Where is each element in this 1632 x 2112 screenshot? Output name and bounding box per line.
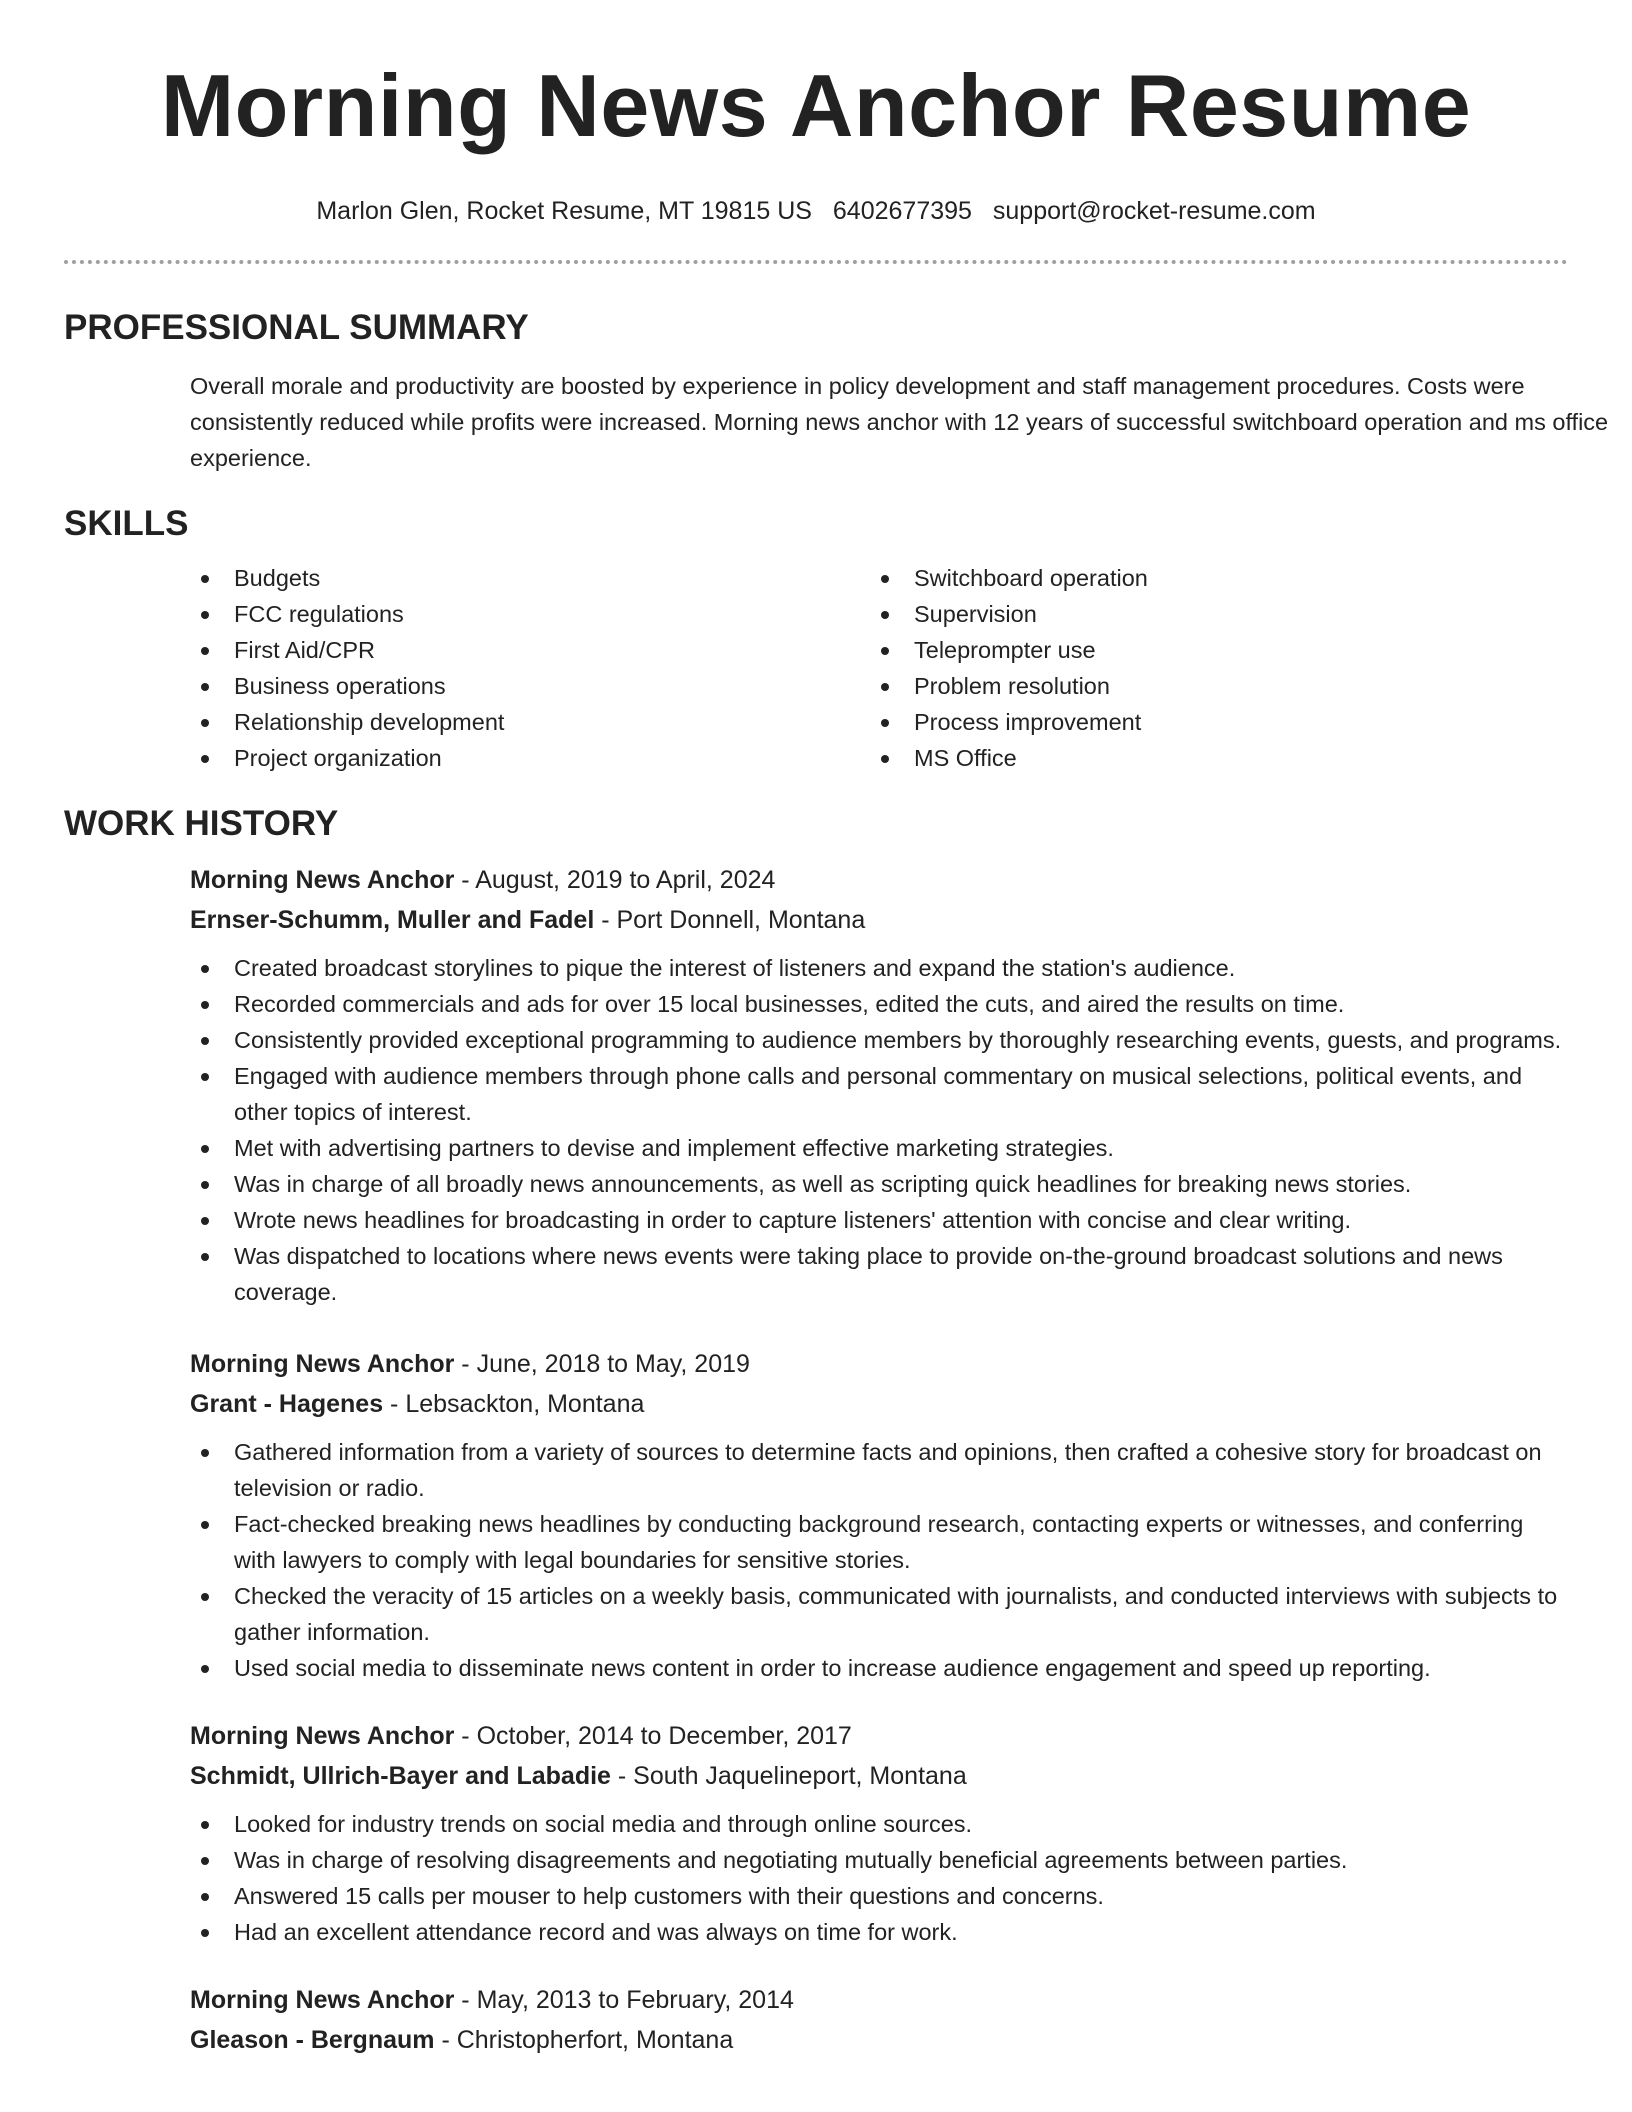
job-bullet: Was dispatched to locations where news events were taking place to provide on-the-ground broadcast solutions and news coverage.: [190, 1238, 1570, 1310]
job-dates: - August, 2019 to April, 2024: [454, 866, 776, 894]
skill-item: Switchboard operation: [870, 560, 1148, 596]
contact-phone: 6402677395: [832, 197, 972, 225]
job-dates: - May, 2013 to February, 2014: [454, 1986, 794, 2014]
job-location: - Port Donnell, Montana: [594, 906, 866, 934]
skill-item: Teleprompter use: [870, 632, 1148, 668]
job-bullet: Created broadcast storylines to pique the interest of listeners and expand the station's audience.: [190, 950, 1570, 986]
skill-item: First Aid/CPR: [190, 632, 870, 668]
skill-item: Business operations: [190, 668, 870, 704]
skill-item: MS Office: [870, 740, 1148, 776]
job-bullets: [190, 950, 1570, 1310]
job-title: Morning News Anchor: [190, 1986, 455, 2014]
skills-list: [190, 560, 1568, 776]
skills-column-right: [870, 560, 1148, 776]
resume-title: Morning News Anchor Resume: [160, 56, 1472, 155]
skill-item: FCC regulations: [190, 596, 870, 632]
work-history-heading: WORK HISTORY: [64, 804, 339, 843]
job-title: Morning News Anchor: [190, 866, 455, 894]
job-bullet: Met with advertising partners to devise and implement effective marketing strategies.: [190, 1130, 1570, 1166]
resume-page: [64, 0, 1609, 2060]
skill-item: Relationship development: [190, 704, 870, 740]
job-title-line: [190, 860, 1568, 900]
job-location: - Lebsackton, Montana: [383, 1390, 645, 1418]
job-bullet: Consistently provided exceptional programming to audience members by thoroughly researching events, guests, and programs.: [190, 1022, 1570, 1058]
contact-email: support@rocket-resume.com: [992, 197, 1316, 225]
job-title-line: [190, 1716, 1568, 1756]
job-title-line: [190, 1344, 1568, 1384]
job-title: Morning News Anchor: [190, 1350, 455, 1378]
job-entry: [190, 1716, 1568, 1950]
job-dates: - October, 2014 to December, 2017: [454, 1722, 852, 1750]
job-employer-line: [190, 900, 1568, 940]
job-location: - South Jaquelineport, Montana: [610, 1762, 967, 1790]
job-title: Morning News Anchor: [190, 1722, 455, 1750]
job-entry: [190, 1980, 1568, 2060]
job-employer: Ernser-Schumm, Muller and Fadel: [190, 906, 595, 934]
job-employer: Grant - Hagenes: [190, 1390, 384, 1418]
job-bullet: Had an excellent attendance record and was always on time for work.: [190, 1914, 1570, 1950]
job-location: - Christopherfort, Montana: [434, 2026, 734, 2054]
job-bullets: [190, 1806, 1570, 1950]
job-employer: Schmidt, Ullrich-Bayer and Labadie: [190, 1762, 611, 1790]
job-employer-line: [190, 1384, 1568, 1424]
summary-text: Overall morale and productivity are boosted by experience in policy development and staff management procedures. Costs were consistently reduced while profits were increased. Morning news anchor with 12 years of successful switchboard operation and ms office experience.: [190, 373, 1609, 471]
job-bullet: Checked the veracity of 15 articles on a weekly basis, communicated with journalists, and conducted interviews with subjects to gather information.: [190, 1578, 1570, 1650]
skill-item: Budgets: [190, 560, 870, 596]
job-entry: [190, 1344, 1568, 1686]
job-employer: Gleason - Bergnaum: [190, 2026, 435, 2054]
contact-address: Marlon Glen, Rocket Resume, MT 19815 US: [316, 197, 812, 225]
skills-heading: SKILLS: [64, 504, 189, 543]
job-bullet: Was in charge of resolving disagreements and negotiating mutually beneficial agreements between parties.: [190, 1842, 1570, 1878]
job-bullet: Was in charge of all broadly news announcements, as well as scripting quick headlines for breaking news stories.: [190, 1166, 1570, 1202]
job-bullet: Wrote news headlines for broadcasting in order to capture listeners' attention with concise and clear writing.: [190, 1202, 1570, 1238]
job-bullet: Looked for industry trends on social media and through online sources.: [190, 1806, 1570, 1842]
skill-item: Supervision: [870, 596, 1148, 632]
job-bullet: Engaged with audience members through phone calls and personal commentary on musical selections, political events, and other topics of interest.: [190, 1058, 1570, 1130]
job-employer-line: [190, 1756, 1568, 1796]
job-bullet: Gathered information from a variety of sources to determine facts and opinions, then crafted a cohesive story for broadcast on television or radio.: [190, 1434, 1570, 1506]
job-employer-line: [190, 2020, 1568, 2060]
job-bullet: Fact-checked breaking news headlines by conducting background research, contacting experts or witnesses, and conferring with lawyers to comply with legal boundaries for sensitive stories.: [190, 1506, 1570, 1578]
header-divider: [64, 260, 1568, 264]
job-bullet: Recorded commercials and ads for over 15 local businesses, edited the cuts, and aired the results on time.: [190, 986, 1570, 1022]
contact-line: [64, 196, 1568, 226]
job-entry: [190, 860, 1568, 1310]
job-title-line: [190, 1980, 1568, 2020]
skills-column-left: [190, 560, 870, 776]
job-dates: - June, 2018 to May, 2019: [454, 1350, 750, 1378]
job-bullets: [190, 1434, 1570, 1686]
job-bullet: Used social media to disseminate news content in order to increase audience engagement and speed up reporting.: [190, 1650, 1570, 1686]
skill-item: Process improvement: [870, 704, 1148, 740]
skill-item: Project organization: [190, 740, 870, 776]
summary-heading: PROFESSIONAL SUMMARY: [64, 308, 529, 347]
skill-item: Problem resolution: [870, 668, 1148, 704]
job-bullet: Answered 15 calls per mouser to help customers with their questions and concerns.: [190, 1878, 1570, 1914]
